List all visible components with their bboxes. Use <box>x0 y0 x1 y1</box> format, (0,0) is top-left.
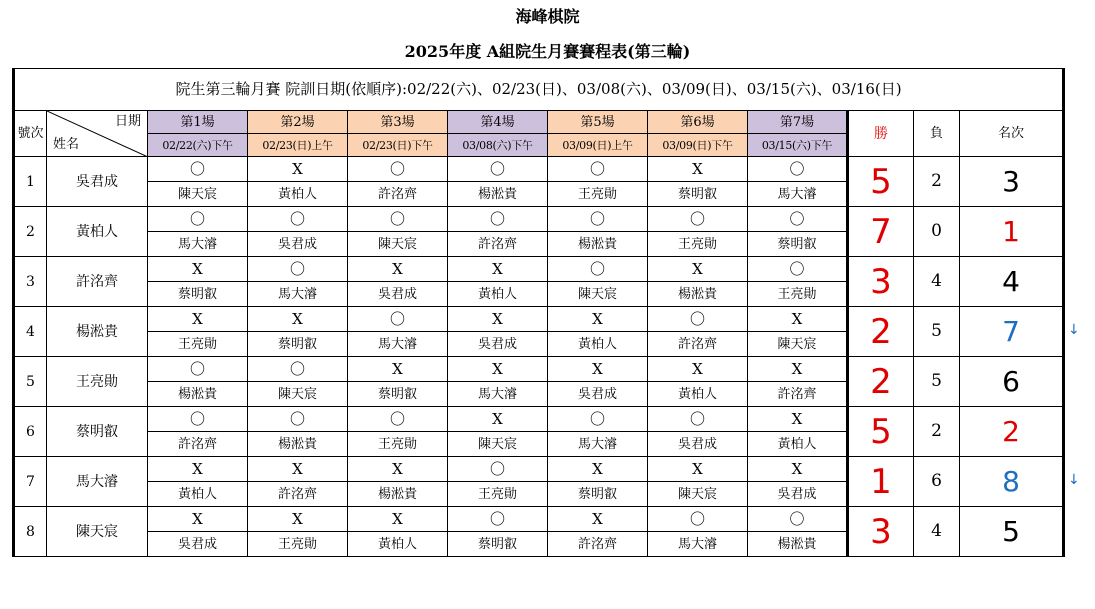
game-opponent: 黃柏人 <box>248 182 348 207</box>
player-rank: 1 <box>960 207 1064 257</box>
game-opponent: 吳君成 <box>748 482 848 507</box>
player-wins: 2 <box>848 307 914 357</box>
game-result: X <box>448 307 548 332</box>
player-number: 7 <box>14 457 47 507</box>
game-opponent: 吳君成 <box>248 232 348 257</box>
game-result: X <box>648 157 748 182</box>
game-opponent: 馬大濬 <box>648 532 748 557</box>
round-date: 02/23(日)上午 <box>248 134 348 157</box>
game-opponent: 馬大濬 <box>548 432 648 457</box>
player-name: 蔡明叡 <box>47 407 148 457</box>
round-label: 第6場 <box>648 111 748 134</box>
player-number: 8 <box>14 507 47 557</box>
player-row <box>14 457 1064 482</box>
header-name: 姓名 <box>53 137 80 152</box>
game-result: X <box>448 257 548 282</box>
game-result: X <box>348 457 448 482</box>
game-opponent: 楊淞貴 <box>248 432 348 457</box>
game-opponent: 蔡明叡 <box>448 532 548 557</box>
game-opponent: 陳天宸 <box>248 382 348 407</box>
player-name: 王亮勛 <box>47 357 148 407</box>
player-row <box>14 357 1064 382</box>
game-opponent: 陳天宸 <box>748 332 848 357</box>
game-result: X <box>748 357 848 382</box>
player-wins: 2 <box>848 357 914 407</box>
rank-down-arrow-icon: ↓ <box>1068 321 1080 338</box>
game-result: X <box>648 257 748 282</box>
game-opponent: 許洺齊 <box>648 332 748 357</box>
game-opponent: 陳天宸 <box>648 482 748 507</box>
game-opponent: 馬大濬 <box>248 282 348 307</box>
player-losses: 4 <box>914 507 960 557</box>
game-opponent: 王亮勛 <box>348 432 448 457</box>
player-wins: 3 <box>848 507 914 557</box>
player-row <box>14 257 1064 282</box>
game-opponent: 楊淞貴 <box>448 182 548 207</box>
game-result: 〇 <box>348 207 448 232</box>
round-date: 03/15(六)下午 <box>748 134 848 157</box>
game-result: X <box>748 407 848 432</box>
header-number: 號次 <box>14 111 47 157</box>
game-opponent: 黃柏人 <box>148 482 248 507</box>
game-result: 〇 <box>448 457 548 482</box>
game-opponent: 陳天宸 <box>148 182 248 207</box>
player-losses: 5 <box>914 307 960 357</box>
game-result: 〇 <box>148 207 248 232</box>
player-wins: 5 <box>848 157 914 207</box>
training-dates-info: 院生第三輪月賽 院訓日期(依順序):02/22(六)、02/23(日)、03/08(六)、03/09(日)、03/15(六)、03/16(日) <box>14 69 1064 111</box>
game-opponent: 許洺齊 <box>148 432 248 457</box>
game-result: 〇 <box>548 407 648 432</box>
game-result: X <box>648 457 748 482</box>
game-result: X <box>348 257 448 282</box>
game-opponent: 楊淞貴 <box>548 232 648 257</box>
game-opponent: 許洺齊 <box>748 382 848 407</box>
game-opponent: 許洺齊 <box>548 532 648 557</box>
player-name: 吳君成 <box>47 157 148 207</box>
game-opponent: 吳君成 <box>548 382 648 407</box>
game-result: 〇 <box>548 157 648 182</box>
game-opponent: 王亮勛 <box>548 182 648 207</box>
game-result: X <box>148 457 248 482</box>
game-opponent: 蔡明叡 <box>248 332 348 357</box>
game-opponent: 王亮勛 <box>448 482 548 507</box>
game-result: 〇 <box>348 157 448 182</box>
game-opponent: 吳君成 <box>448 332 548 357</box>
game-opponent: 吳君成 <box>148 532 248 557</box>
game-opponent: 蔡明叡 <box>748 232 848 257</box>
round-date: 02/23(日)下午 <box>348 134 448 157</box>
schedule-table <box>12 68 1065 557</box>
player-wins: 7 <box>848 207 914 257</box>
player-row <box>14 407 1064 432</box>
round-label: 第3場 <box>348 111 448 134</box>
player-number: 6 <box>14 407 47 457</box>
game-opponent: 陳天宸 <box>548 282 648 307</box>
player-name: 陳天宸 <box>47 507 148 557</box>
player-rank: 3 <box>960 157 1064 207</box>
game-opponent: 馬大濬 <box>448 382 548 407</box>
game-result: X <box>148 507 248 532</box>
game-result: 〇 <box>748 157 848 182</box>
player-name: 楊淞貴 <box>47 307 148 357</box>
game-result: X <box>448 407 548 432</box>
player-wins: 5 <box>848 407 914 457</box>
round-label: 第5場 <box>548 111 648 134</box>
player-row <box>14 207 1064 232</box>
game-opponent: 王亮勛 <box>248 532 348 557</box>
game-opponent: 許洺齊 <box>248 482 348 507</box>
player-rank: 7 <box>960 307 1064 357</box>
game-result: X <box>748 457 848 482</box>
round-label: 第2場 <box>248 111 348 134</box>
game-result: 〇 <box>448 207 548 232</box>
round-label: 第1場 <box>148 111 248 134</box>
game-opponent: 黃柏人 <box>548 332 648 357</box>
game-result: X <box>548 457 648 482</box>
game-result: 〇 <box>248 207 348 232</box>
game-opponent: 陳天宸 <box>448 432 548 457</box>
game-opponent: 黃柏人 <box>348 532 448 557</box>
game-opponent: 黃柏人 <box>748 432 848 457</box>
game-result: 〇 <box>648 207 748 232</box>
game-opponent: 王亮勛 <box>148 332 248 357</box>
game-result: 〇 <box>748 257 848 282</box>
game-result: 〇 <box>348 307 448 332</box>
game-opponent: 蔡明叡 <box>648 182 748 207</box>
game-opponent: 楊淞貴 <box>648 282 748 307</box>
player-number: 1 <box>14 157 47 207</box>
game-result: 〇 <box>748 207 848 232</box>
player-name: 黃柏人 <box>47 207 148 257</box>
game-result: 〇 <box>348 407 448 432</box>
game-result: 〇 <box>448 507 548 532</box>
round-date: 03/09(日)上午 <box>548 134 648 157</box>
game-opponent: 王亮勛 <box>748 282 848 307</box>
rank-down-arrow-icon: ↓ <box>1068 471 1080 488</box>
round-date: 03/08(六)下午 <box>448 134 548 157</box>
player-row <box>14 507 1064 532</box>
header-rank: 名次 <box>960 111 1064 157</box>
game-opponent: 黃柏人 <box>648 382 748 407</box>
game-result: 〇 <box>148 357 248 382</box>
game-result: X <box>248 157 348 182</box>
header-losses: 負 <box>914 111 960 157</box>
game-result: 〇 <box>248 357 348 382</box>
game-opponent: 王亮勛 <box>648 232 748 257</box>
game-opponent: 馬大濬 <box>148 232 248 257</box>
player-losses: 2 <box>914 407 960 457</box>
player-losses: 2 <box>914 157 960 207</box>
player-rank: 4 <box>960 257 1064 307</box>
game-opponent: 許洺齊 <box>348 182 448 207</box>
round-date: 03/09(日)下午 <box>648 134 748 157</box>
game-result: 〇 <box>548 257 648 282</box>
game-result: 〇 <box>448 157 548 182</box>
schedule-title: 2025年度 A組院生月賽賽程表(第三輪) <box>404 42 691 61</box>
game-opponent: 吳君成 <box>348 282 448 307</box>
game-opponent: 楊淞貴 <box>748 532 848 557</box>
header-date-name <box>47 111 148 157</box>
player-row <box>14 157 1064 182</box>
game-opponent: 陳天宸 <box>348 232 448 257</box>
player-number: 3 <box>14 257 47 307</box>
page-title: 海峰棋院 <box>515 7 580 26</box>
player-wins: 3 <box>848 257 914 307</box>
game-result: X <box>148 307 248 332</box>
player-losses: 0 <box>914 207 960 257</box>
game-result: X <box>148 257 248 282</box>
game-opponent: 蔡明叡 <box>548 482 648 507</box>
game-result: X <box>248 507 348 532</box>
game-opponent: 黃柏人 <box>448 282 548 307</box>
game-result: X <box>248 457 348 482</box>
player-losses: 5 <box>914 357 960 407</box>
game-result: X <box>448 357 548 382</box>
player-rows <box>14 157 1064 557</box>
game-result: X <box>548 357 648 382</box>
player-name: 馬大濬 <box>47 457 148 507</box>
game-result: X <box>548 307 648 332</box>
game-result: X <box>348 357 448 382</box>
game-opponent: 馬大濬 <box>348 332 448 357</box>
game-result: 〇 <box>148 407 248 432</box>
game-opponent: 馬大濬 <box>748 182 848 207</box>
game-result: 〇 <box>648 507 748 532</box>
player-name: 許洺齊 <box>47 257 148 307</box>
header-wins: 勝 <box>848 111 914 157</box>
player-rank: 2 <box>960 407 1064 457</box>
player-number: 5 <box>14 357 47 407</box>
player-rank: 8 <box>960 457 1064 507</box>
header-date: 日期 <box>114 114 141 129</box>
game-opponent: 許洺齊 <box>448 232 548 257</box>
game-opponent: 吳君成 <box>648 432 748 457</box>
game-result: X <box>248 307 348 332</box>
game-result: 〇 <box>648 407 748 432</box>
game-opponent: 楊淞貴 <box>348 482 448 507</box>
player-row <box>14 307 1064 332</box>
game-result: 〇 <box>248 407 348 432</box>
player-losses: 6 <box>914 457 960 507</box>
game-opponent: 楊淞貴 <box>148 382 248 407</box>
player-wins: 1 <box>848 457 914 507</box>
game-result: X <box>348 507 448 532</box>
player-rank: 6 <box>960 357 1064 407</box>
game-opponent: 蔡明叡 <box>148 282 248 307</box>
round-label: 第7場 <box>748 111 848 134</box>
game-result: X <box>648 357 748 382</box>
game-result: X <box>748 307 848 332</box>
game-result: 〇 <box>648 307 748 332</box>
game-result: X <box>548 507 648 532</box>
player-losses: 4 <box>914 257 960 307</box>
player-number: 2 <box>14 207 47 257</box>
player-number: 4 <box>14 307 47 357</box>
round-label: 第4場 <box>448 111 548 134</box>
round-date: 02/22(六)下午 <box>148 134 248 157</box>
game-result: 〇 <box>248 257 348 282</box>
game-result: 〇 <box>148 157 248 182</box>
player-rank: 5 <box>960 507 1064 557</box>
game-result: 〇 <box>748 507 848 532</box>
game-result: 〇 <box>548 207 648 232</box>
game-opponent: 蔡明叡 <box>348 382 448 407</box>
